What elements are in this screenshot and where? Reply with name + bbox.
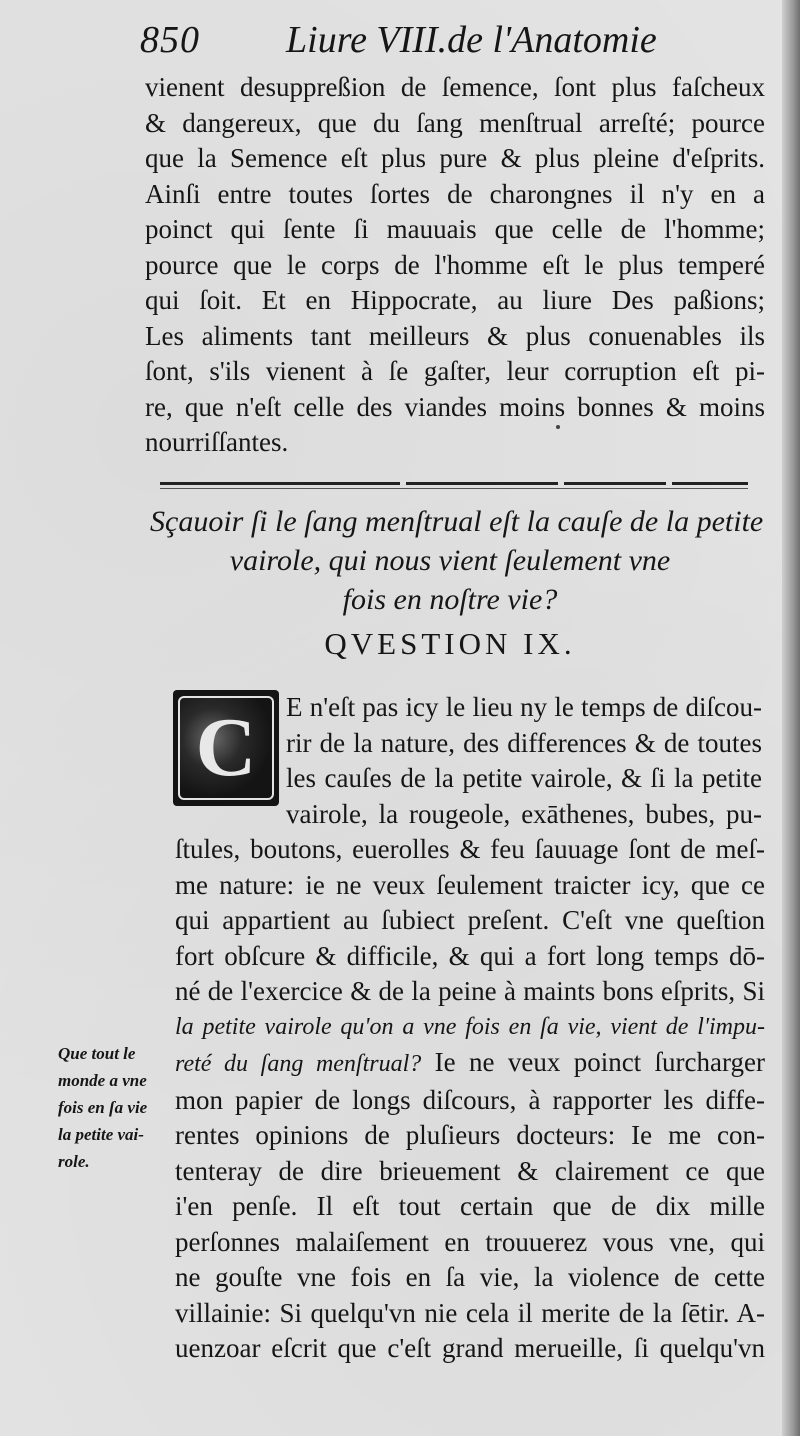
question-title-line: vairole, qui nous vient ſeulement vne <box>229 544 671 577</box>
question-title <box>150 502 764 619</box>
italic-fragment: reté du ſang menſtrual? <box>175 1051 422 1077</box>
text-line: que la Semence eſt plus pure & plus pleine d'eſprits. <box>145 143 765 173</box>
mixed-line <box>175 1045 765 1083</box>
text-line: mon papier de longs diſcours, à rapporter les diffe- <box>175 1084 765 1115</box>
question-title-line: fois en noſtre vie? <box>342 583 558 616</box>
text-line: vienent desuppreßion de ſemence, ſont plus faſcheux <box>145 72 765 102</box>
text-line: né de l'exercice & de la peine à maints bons eſprits, Si <box>175 976 765 1006</box>
text-line: vairole, la rougeole, exāthenes, bubes, pu- <box>286 798 762 829</box>
margin-note-line: Que tout le <box>58 1044 136 1063</box>
text-line: ſtules, boutons, euerolles & feu ſauuage ſont de meſ- <box>175 834 765 864</box>
text-line: re, que n'eſt celle des viandes moins bonnes & moins <box>145 391 765 422</box>
text-line: poinct qui ſente ſi mauuais que celle de l'homme; <box>145 214 765 244</box>
text-line: tenteray de dire brieuement & clairement ce que <box>175 1155 765 1186</box>
margin-note <box>58 1040 178 1175</box>
text-line: i'en penſe. Il eſt tout certain que de dix mille <box>175 1191 765 1221</box>
page-header <box>140 14 780 68</box>
italic-question-line: la petite vairole qu'on a vne fois en ſa vie, vient de l'impu- <box>175 1013 765 1040</box>
text-line: Les aliments tant meilleurs & plus conuenables ils <box>145 320 765 351</box>
page-gutter-shadow <box>782 0 800 1436</box>
text-line: qui ſoit. Et en Hippocrate, au liure Des paßions; <box>145 285 765 315</box>
question-heading: QVESTION IX. <box>324 626 576 661</box>
margin-note-line: role. <box>58 1152 90 1171</box>
text-line: E n'eſt pas icy le lieu ny le temps de diſcou- <box>286 692 762 722</box>
ornamental-initial <box>173 690 279 806</box>
question-title-line: Sçauoir ſi le ſang menſtrual eſt la cauſe de la petite <box>150 505 764 538</box>
initial-frame <box>178 696 274 800</box>
text-line: qui appartient au ſubiect preſent. C'eſt vne queſtion <box>175 905 765 935</box>
divider-underline <box>160 488 748 489</box>
text-line: villainie: Si quelqu'vn nie cela il merite de la ſētir. A- <box>175 1297 765 1328</box>
divider-segment <box>564 482 666 485</box>
initial-letter: C <box>195 701 257 794</box>
text-line: pource que le corps de l'homme eſt le plus temperé <box>145 249 765 280</box>
margin-note-line: fois en ſa vie <box>58 1098 148 1117</box>
top-paragraph <box>145 70 765 461</box>
margin-note-line: monde a vne <box>58 1071 147 1090</box>
text-line: perſonnes malaiſement en trouuerez vous vne, qui <box>175 1226 765 1257</box>
running-title: Liure VIII.de l'Anatomie <box>286 19 657 61</box>
text-line: & dangereux, que du ſang menſtrual arreſté; pource <box>145 107 765 138</box>
text-line: me nature: ie ne veux ſeulement traicter icy, que ce <box>175 869 765 900</box>
text-line: rentes opinions de pluſieurs docteurs: Ie me con- <box>175 1120 765 1150</box>
text-line: ne gouſte vne fois en ſa vie, la violence de cette <box>175 1262 765 1292</box>
ink-speck <box>556 425 560 429</box>
indented-paragraph-start <box>286 690 762 832</box>
body-paragraph <box>175 832 765 1367</box>
text-line: les cauſes de la petite vairole, & ſi la petite <box>286 763 762 793</box>
margin-note-line: la petite vai- <box>58 1125 144 1144</box>
text-line: fort obſcure & difficile, & qui a fort long temps dō- <box>175 940 765 971</box>
divider-segment <box>672 482 748 485</box>
divider-segment <box>160 482 400 485</box>
roman-fragment: Ie ne veux poinct ſurcharger <box>421 1047 765 1077</box>
text-line: rir de la nature, des differences & de toutes <box>286 727 762 758</box>
text-line: uenzoar eſcrit que c'eſt grand merueille, ſi quelqu'vn <box>175 1333 765 1363</box>
text-line: Ainſi entre toutes ſortes de charongnes il n'y en a <box>145 178 765 209</box>
text-line: ſont, s'ils vienent à ſe gaſter, leur corruption eſt pi- <box>145 356 765 386</box>
divider-segment <box>406 482 558 485</box>
page-number: 850 <box>140 19 200 61</box>
section-divider <box>160 482 748 490</box>
text-line: nourriſſantes. <box>145 427 289 457</box>
